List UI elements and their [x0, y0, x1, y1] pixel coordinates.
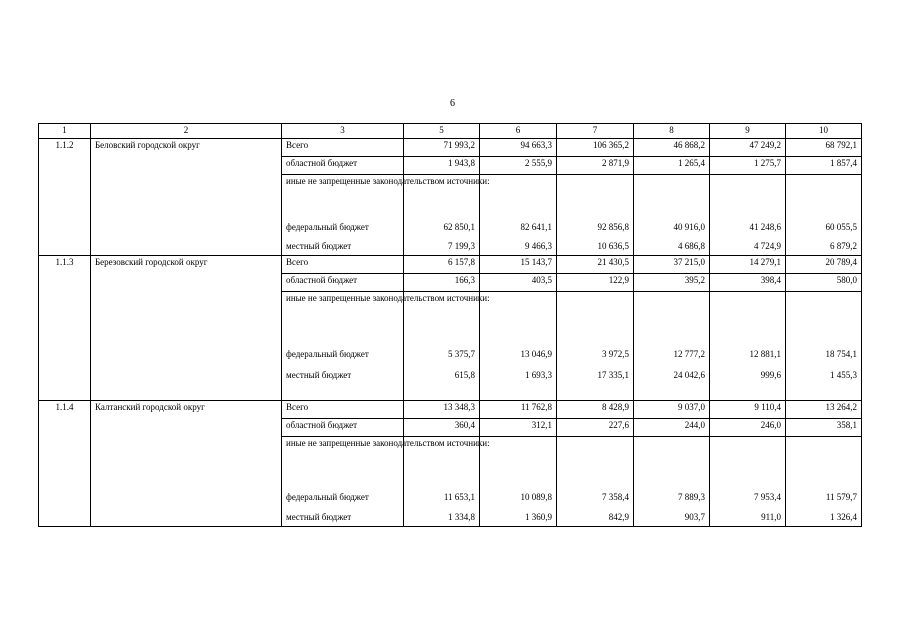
table-cell: 106 365,2: [557, 139, 634, 157]
table-cell: 24 042,6: [634, 366, 710, 401]
table-cell: 398,4: [710, 274, 786, 292]
table-cell: 999,6: [710, 366, 786, 401]
table-cell: 47 249,2: [710, 139, 786, 157]
table-cell: 41 248,6: [710, 216, 786, 237]
table-cell: 4 724,9: [710, 237, 786, 256]
header-cell: 6: [480, 124, 557, 139]
table-cell: [480, 175, 557, 217]
row-label-local: местный бюджет: [282, 507, 404, 527]
table-cell: 1 857,4: [786, 157, 862, 175]
table-cell: [710, 175, 786, 217]
table-cell: 11 653,1: [404, 486, 480, 507]
table-cell: 21 430,5: [557, 256, 634, 274]
table-cell: 9 110,4: [710, 401, 786, 419]
table-cell: 13 348,3: [404, 401, 480, 419]
table-cell: [786, 292, 862, 342]
table-cell: 246,0: [710, 419, 786, 437]
table-cell: 615,8: [404, 366, 480, 401]
table-cell: 6 157,8: [404, 256, 480, 274]
table-cell: 360,4: [404, 419, 480, 437]
table-cell: [710, 292, 786, 342]
table-cell: 18 754,1: [786, 341, 862, 366]
table-cell: [480, 437, 557, 487]
table-cell: 20 789,4: [786, 256, 862, 274]
table-cell: 94 663,3: [480, 139, 557, 157]
table-row-total: [39, 139, 862, 157]
table-cell: 82 641,1: [480, 216, 557, 237]
table-cell: 60 055,5: [786, 216, 862, 237]
row-label-regional: областной бюджет: [282, 274, 404, 292]
district-code: 1.1.4: [39, 401, 91, 527]
table-cell: 12 881,1: [710, 341, 786, 366]
header-cell: 5: [404, 124, 480, 139]
table-cell: 1 360,9: [480, 507, 557, 527]
table-cell: 166,3: [404, 274, 480, 292]
table-cell: 92 856,8: [557, 216, 634, 237]
table-cell: 15 143,7: [480, 256, 557, 274]
table-cell: 403,5: [480, 274, 557, 292]
table-cell: 903,7: [634, 507, 710, 527]
table-cell: 1 943,8: [404, 157, 480, 175]
table-cell: 10 089,8: [480, 486, 557, 507]
row-label-federal: федеральный бюджет: [282, 216, 404, 237]
table-cell: 4 686,8: [634, 237, 710, 256]
table-cell: 5 375,7: [404, 341, 480, 366]
table-cell: [710, 437, 786, 487]
table-cell: 244,0: [634, 419, 710, 437]
row-label-local: местный бюджет: [282, 366, 404, 401]
table-cell: 7 953,4: [710, 486, 786, 507]
header-cell: 7: [557, 124, 634, 139]
table-cell: [557, 437, 634, 487]
row-label-other-sources: иные не запрещенные законодательством источники:: [282, 292, 404, 342]
table-cell: 1 275,7: [710, 157, 786, 175]
table-cell: 10 636,5: [557, 237, 634, 256]
header-cell: 8: [634, 124, 710, 139]
row-label-federal: федеральный бюджет: [282, 486, 404, 507]
table-cell: 8 428,9: [557, 401, 634, 419]
table-cell: 40 916,0: [634, 216, 710, 237]
row-label-regional: областной бюджет: [282, 419, 404, 437]
table-cell: [634, 175, 710, 217]
table-cell: 62 850,1: [404, 216, 480, 237]
budget-table: [38, 123, 862, 527]
table-row-total: [39, 401, 862, 419]
table-cell: 37 215,0: [634, 256, 710, 274]
table-cell: 1 326,4: [786, 507, 862, 527]
table-cell: [480, 292, 557, 342]
table-cell: 312,1: [480, 419, 557, 437]
table-cell: [557, 175, 634, 217]
table-cell: 6 879,2: [786, 237, 862, 256]
table-cell: [634, 292, 710, 342]
table-cell: 13 046,9: [480, 341, 557, 366]
table-cell: 46 868,2: [634, 139, 710, 157]
row-label-total: Всего: [282, 256, 404, 274]
table-cell: 9 037,0: [634, 401, 710, 419]
table-cell: 1 265,4: [634, 157, 710, 175]
table-cell: 1 693,3: [480, 366, 557, 401]
table-cell: 2 555,9: [480, 157, 557, 175]
row-label-regional: областной бюджет: [282, 157, 404, 175]
row-label-federal: федеральный бюджет: [282, 341, 404, 366]
row-label-other-sources: иные не запрещенные законодательством источники:: [282, 437, 404, 487]
district-name: Беловский городской округ: [91, 139, 282, 256]
table-cell: [557, 292, 634, 342]
table-cell: [786, 175, 862, 217]
table-cell: 14 279,1: [710, 256, 786, 274]
table-cell: 911,0: [710, 507, 786, 527]
table-cell: 17 335,1: [557, 366, 634, 401]
table-cell: 580,0: [786, 274, 862, 292]
table-cell: 3 972,5: [557, 341, 634, 366]
header-cell: 2: [91, 124, 282, 139]
table-cell: 7 199,3: [404, 237, 480, 256]
table-cell: 13 264,2: [786, 401, 862, 419]
table-cell: 395,2: [634, 274, 710, 292]
header-cell: 1: [39, 124, 91, 139]
district-name: Березовский городской округ: [91, 256, 282, 401]
table-cell: 11 579,7: [786, 486, 862, 507]
table-cell: 2 871,9: [557, 157, 634, 175]
table-cell: 842,9: [557, 507, 634, 527]
page-number: 6: [450, 98, 455, 109]
district-name: Калтанский городской округ: [91, 401, 282, 527]
table-cell: 11 762,8: [480, 401, 557, 419]
table-cell: 1 455,3: [786, 366, 862, 401]
table-cell: 227,6: [557, 419, 634, 437]
header-row: [39, 124, 862, 139]
table-cell: 358,1: [786, 419, 862, 437]
table-cell: 7 889,3: [634, 486, 710, 507]
table-row-total: [39, 256, 862, 274]
table-cell: 71 993,2: [404, 139, 480, 157]
table-cell: 7 358,4: [557, 486, 634, 507]
table-cell: [634, 437, 710, 487]
header-cell: 9: [710, 124, 786, 139]
district-code: 1.1.2: [39, 139, 91, 256]
header-cell: 10: [786, 124, 862, 139]
table-cell: 68 792,1: [786, 139, 862, 157]
header-cell: 3: [282, 124, 404, 139]
district-code: 1.1.3: [39, 256, 91, 401]
table-cell: [786, 437, 862, 487]
table-cell: 9 466,3: [480, 237, 557, 256]
table-cell: 122,9: [557, 274, 634, 292]
row-label-other-sources: иные не запрещенные законодательством источники:: [282, 175, 404, 217]
table-cell: 12 777,2: [634, 341, 710, 366]
table-cell: 1 334,8: [404, 507, 480, 527]
row-label-total: Всего: [282, 139, 404, 157]
row-label-total: Всего: [282, 401, 404, 419]
row-label-local: местный бюджет: [282, 237, 404, 256]
